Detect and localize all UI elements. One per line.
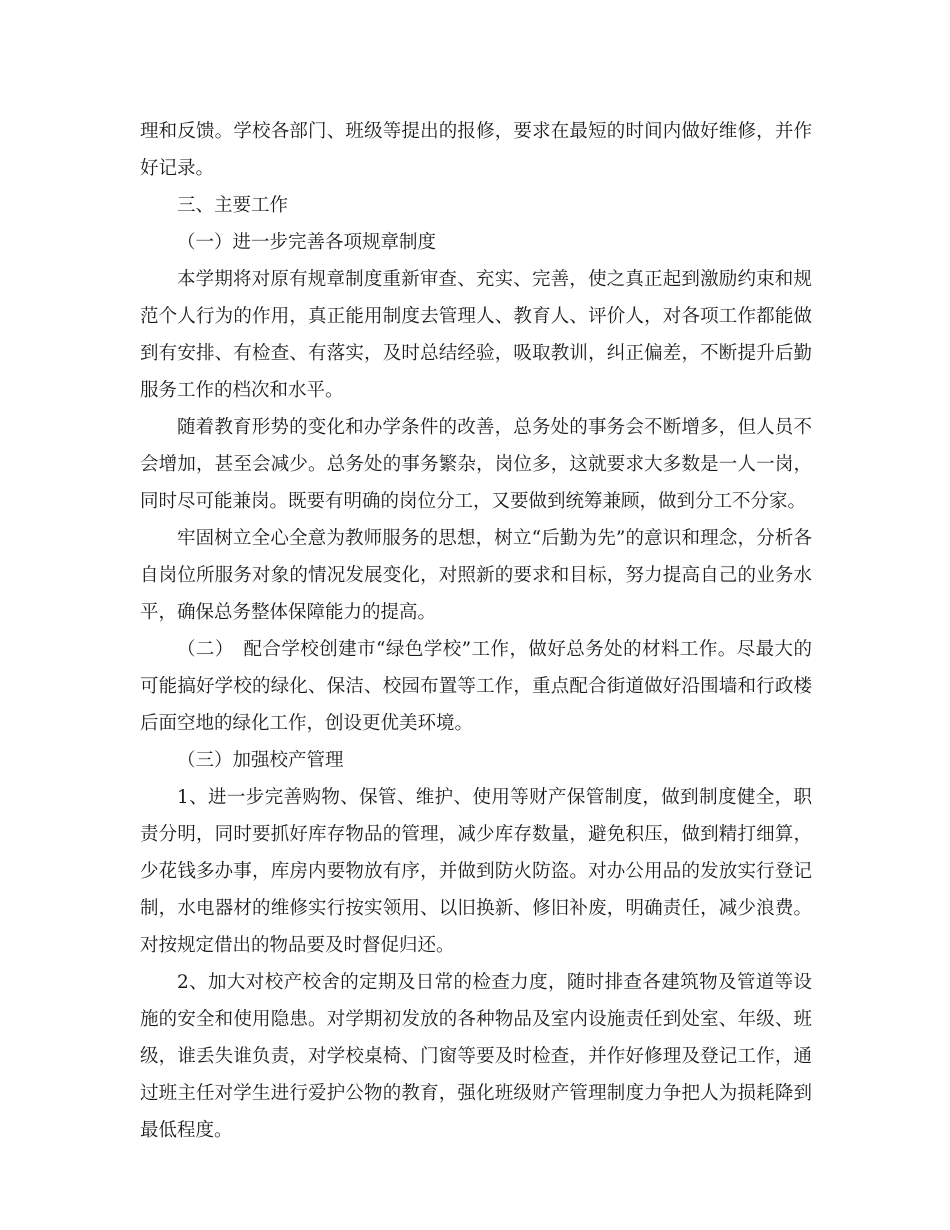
section-heading: 三、主要工作 (177, 195, 289, 216)
sub-heading-3: （三）加强校产管理 (177, 750, 344, 771)
sub-heading-1: （一）进一步完善各项规章制度 (177, 232, 437, 253)
sub-heading-2-paragraph: （二） 配合学校创建市“绿色学校”工作，做好总务处的材料工作。尽最大的可能搞好学校的绿化、保洁、校园布置等工作，重点配合街道做好沿围墙和行政楼后面空地的绿化工作，创设更优美环境。 (140, 639, 812, 734)
document-body (140, 113, 812, 1149)
body-paragraph: 2、加大对校产校舍的定期及日常的检查力度，随时排查各建筑物及管道等设施的安全和使用隐患。对学期初发放的各种物品及室内设施责任到处室、年级、班级，谁丢失谁负责，对学校桌椅、门窗等要及时检查，并作好修理及登记工作，通过班主任对学生进行爱护公物的教育，强化班级财产管理制度力争把人为损耗降到最低程度。 (140, 972, 812, 1141)
body-paragraph: 随着教育形势的变化和办学条件的改善，总务处的事务会不断增多，但人员不会增加，甚至会减少。总务处的事务繁杂，岗位多，这就要求大多数是一人一岗，同时尽可能兼岗。既要有明确的岗位分工，又要做到统筹兼顾，做到分工不分家。 (140, 417, 812, 512)
body-paragraph: 本学期将对原有规章制度重新审查、充实、完善，使之真正起到激励约束和规范个人行为的作用，真正能用制度去管理人、教育人、评价人，对各项工作都能做到有安排、有检查、有落实，及时总结经验，吸取教训，纠正偏差，不断提升后勤服务工作的档次和水平。 (140, 269, 812, 401)
body-paragraph-continued: 理和反馈。学校各部门、班级等提出的报修，要求在最短的时间内做好维修，并作好记录。 (140, 121, 812, 179)
body-paragraph: 1、进一步完善购物、保管、维护、使用等财产保管制度，做到制度健全，职责分明，同时要抓好库存物品的管理，减少库存数量，避免积压，做到精打细算，少花钱多办事，库房内要物放有序，并做到防火防盗。对办公用品的发放实行登记制，水电器材的维修实行按实领用、以旧换新、修旧补废，明确责任，减少浪费。对按规定借出的物品要及时督促归还。 (140, 787, 812, 956)
body-paragraph: 牢固树立全心全意为教师服务的思想，树立“后勤为先”的意识和理念，分析各自岗位所服务对象的情况发展变化，对照新的要求和目标，努力提高自己的业务水平，确保总务整体保障能力的提高。 (140, 528, 812, 623)
